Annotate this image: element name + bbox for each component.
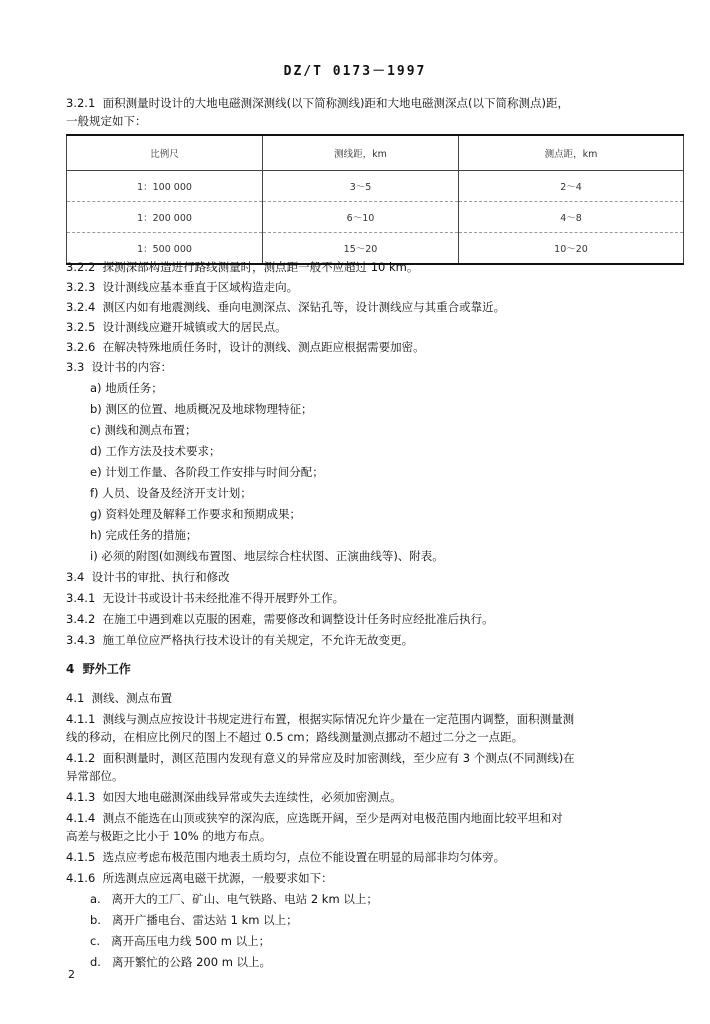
table-cell: 3～5: [263, 171, 459, 202]
list-label: d.: [90, 955, 101, 969]
clause-4-1-3: [66, 789, 402, 805]
clause-3-2-2: [66, 259, 418, 275]
section-4-1-heading: [66, 690, 172, 706]
list-item: b) 测区的位置、地质概况及地球物理特征；: [90, 402, 313, 416]
table-cell: 6～10: [263, 202, 459, 233]
clause-4-1-4-line-1: [66, 810, 563, 826]
clause-text: 测点不能选在山顶或狭窄的深沟底，应选既开阔，至少是两对电极范围内地面比较平坦和对: [102, 811, 563, 825]
table-cell: 15～20: [263, 233, 459, 265]
clause-4-1-2-line-2: 异常部位。: [66, 769, 124, 783]
clause-number: 3.4: [66, 570, 85, 584]
clause-text: 无设计书或设计书未经批准不得开展野外工作。: [102, 591, 345, 605]
table-row: [67, 171, 684, 202]
clause-number: 3.4.1: [66, 591, 96, 605]
list-text: 离开繁忙的公路 200 m 以上。: [111, 955, 272, 969]
list-item: [90, 933, 270, 949]
clause-number: 4.1.3: [66, 790, 96, 804]
table-cell: 2～4: [459, 171, 684, 202]
table-header-cell: 测点距，km: [459, 135, 684, 171]
clause-text: 设计书的内容：: [91, 360, 173, 374]
table-cell: 4～8: [459, 202, 684, 233]
list-item: d) 工作方法及技术要求；: [90, 444, 221, 458]
clause-text: 设计测线应避开城镇或大的居民点。: [102, 320, 287, 334]
clause-text: 设计测线应基本垂直于区域构造走向。: [102, 280, 299, 294]
clause-number: 3.2.3: [66, 280, 96, 294]
list-text: 离开高压电力线 500 m 以上；: [110, 934, 271, 948]
clause-text: 测线与测点应按设计书规定进行布置，根据实际情况允许少量在一定范围内调整，面积测量测: [102, 712, 575, 726]
table-row: [67, 202, 684, 233]
page-number: 2: [68, 968, 75, 981]
clause-3-2-4: [66, 299, 505, 315]
clause-text: 测线、测点布置: [91, 691, 173, 705]
clause-number: 4.1.4: [66, 811, 96, 825]
clause-text: 探测深部构造进行路线测量时，测点距一般不应超过 10 km。: [102, 260, 419, 274]
clause-4-1-2-line-1: [66, 750, 575, 766]
clause-4-1-4-line-2: 高差与极距之比小于 10% 的地方布点。: [66, 829, 272, 843]
list-item: a) 地质任务；: [90, 381, 163, 395]
clause-text: 在解决特殊地质任务时，设计的测线、测点距应根据需要加密。: [102, 340, 425, 354]
clause-4-1-1-line-1: [66, 711, 574, 727]
clause-number: 4.1.6: [66, 871, 96, 885]
clause-3-2-6: [66, 339, 425, 355]
list-item: h) 完成任务的措施；: [90, 528, 198, 542]
table-header-row: [67, 135, 684, 171]
clause-number: 3.2.1: [66, 96, 96, 110]
clause-number: 3.2.4: [66, 300, 96, 314]
clause-text: 面积测量时，测区范围内发现有意义的异常应及时加密测线，至少应有 3 个测点(不同测线)在: [102, 751, 575, 765]
paragraph-3-2-1-line-1: [66, 95, 569, 111]
clause-4-1-6: [66, 870, 333, 886]
clause-text: 施工单位应严格执行技术设计的有关规定，不允许无故变更。: [102, 633, 414, 647]
list-label: b.: [90, 913, 101, 927]
clause-4-1-1-line-2: 线的移动，在相应比例尺的图上不超过 0.5 cm；路线测量测点挪动不超过二分之一点距。: [66, 730, 524, 744]
table-header-cell: 测线距，km: [263, 135, 459, 171]
chapter-title: 野外工作: [82, 662, 131, 676]
list-item: f) 人员、设备及经济开支计划；: [90, 486, 252, 500]
clause-number: 3.4.2: [66, 612, 96, 626]
clause-3-2-3: [66, 279, 298, 295]
list-text: 离开大的工厂、矿山、电气铁路、电站 2 km 以上；: [111, 892, 378, 906]
clause-3-2-5: [66, 319, 287, 335]
table-cell: 1：200 000: [67, 202, 263, 233]
list-item: [90, 954, 271, 970]
clause-number: 4.1.2: [66, 751, 96, 765]
clause-number: 3.2.5: [66, 320, 96, 334]
clause-number: 4.1.1: [66, 712, 96, 726]
clause-3-4-3: [66, 632, 413, 648]
clause-text: 面积测量时设计的大地电磁测深测线(以下简称测线)距和大地电磁测深点(以下简称测点)距，: [102, 96, 570, 110]
paragraph-3-2-1-line-2: 一般规定如下：: [66, 114, 147, 128]
list-item: i) 必须的附图(如测线布置图、地层综合柱状图、正演曲线等)、附表。: [90, 549, 444, 563]
table-cell: 1：100 000: [67, 171, 263, 202]
list-item: e) 计划工作量、各阶段工作安排与时间分配；: [90, 465, 324, 479]
clause-text: 所选测点应远离电磁干扰源，一般要求如下：: [102, 871, 333, 885]
chapter-number: 4: [66, 662, 75, 676]
list-label: c.: [90, 934, 100, 948]
clause-number: 3.3: [66, 360, 85, 374]
clause-text: 测区内如有地震测线、垂向电测深点、深钻孔等，设计测线应与其重合或靠近。: [102, 300, 506, 314]
list-text: 离开广播电台、雷达站 1 km 以上；: [111, 913, 298, 927]
list-label: a.: [90, 892, 101, 906]
clause-text: 如因大地电磁测深曲线异常或失去连续性，必须加密测点。: [102, 790, 402, 804]
chapter-4-heading: [66, 660, 131, 677]
clause-text: 设计书的审批、执行和修改: [91, 570, 230, 584]
standard-code-header: DZ/T 0173－1997: [283, 64, 427, 79]
clause-4-1-5: [66, 849, 505, 865]
clause-number: 3.4.3: [66, 633, 96, 647]
spacing-table: [66, 134, 684, 265]
table-cell: 1：500 000: [67, 233, 263, 265]
clause-number: 4.1.5: [66, 850, 96, 864]
list-item: c) 测线和测点布置；: [90, 423, 197, 437]
list-item: g) 资料处理及解释工作要求和预期成果；: [90, 507, 301, 521]
table-header-cell: 比例尺: [67, 135, 263, 171]
clause-number: 3.2.2: [66, 260, 96, 274]
clause-text: 选点应考虑布极范围内地表土质均匀，点位不能设置在明显的局部非均匀体旁。: [102, 850, 506, 864]
clause-number: 4.1: [66, 691, 85, 705]
list-item: [90, 912, 298, 928]
clause-number: 3.2.6: [66, 340, 96, 354]
table-cell: 10～20: [459, 233, 684, 265]
clause-3-4-1: [66, 590, 344, 606]
section-3-3-heading: [66, 359, 172, 375]
list-item: [90, 891, 378, 907]
clause-text: 在施工中遇到难以克服的困难，需要修改和调整设计任务时应经批准后执行。: [102, 612, 494, 626]
clause-3-4-2: [66, 611, 494, 627]
section-3-4-heading: [66, 569, 230, 585]
